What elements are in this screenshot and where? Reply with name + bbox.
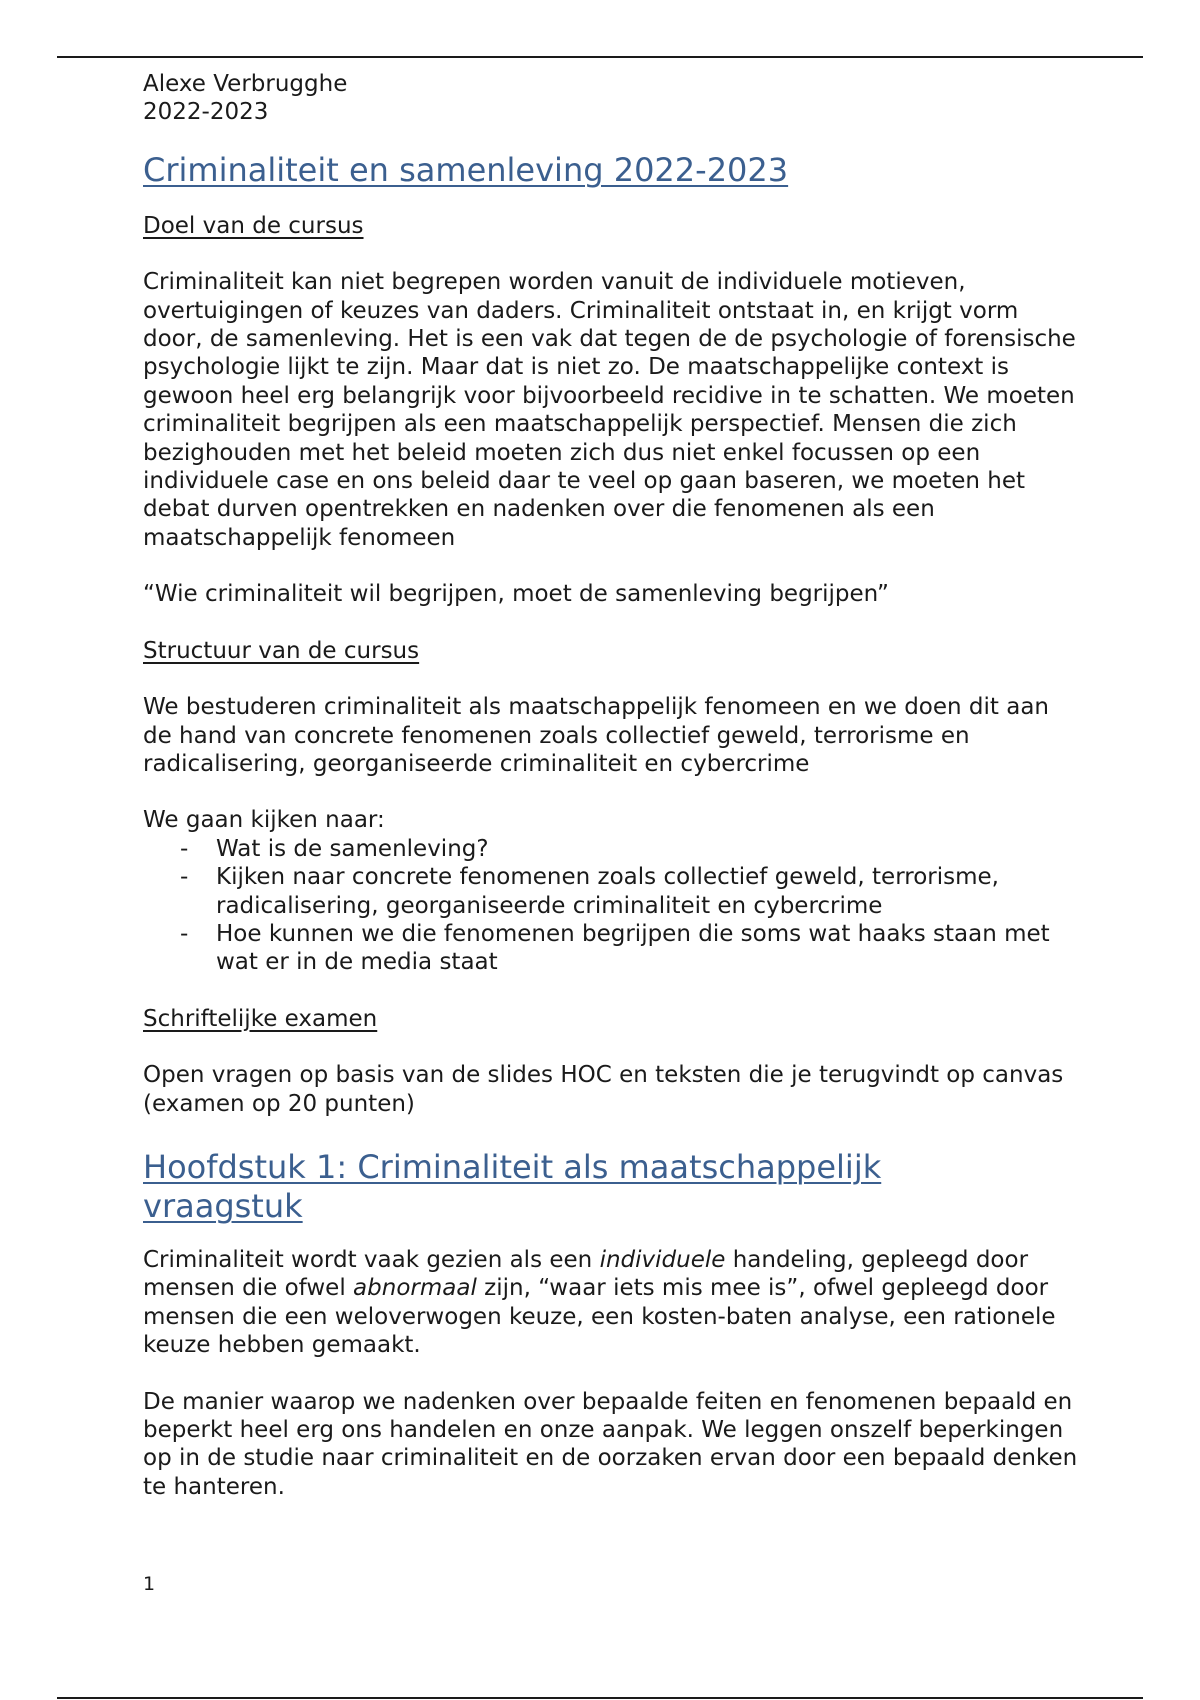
list-intro: We gaan kijken naar: [143, 807, 385, 834]
heading-examen: Schriftelijke examen [143, 1005, 378, 1032]
chapter-paragraph-1 [143, 1246, 1083, 1360]
text-run: zijn, “waar iets mis mee is”, ofwel gepleegd door mensen die een weloverwogen keuze, een kosten-baten analyse, een rationele keuze hebben gemaakt. [143, 1275, 1056, 1359]
page-number: 1 [143, 1573, 156, 1595]
list-item-text: Wat is de samenleving? [216, 835, 489, 862]
dash-bullet: - [180, 835, 189, 862]
quote: “Wie criminaliteit wil begrijpen, moet de samenleving begrijpen” [143, 581, 889, 608]
chapter-title-line1: Hoofdstuk 1: Criminaliteit als maatschappelijk [143, 1147, 882, 1186]
topic-list [143, 835, 1083, 977]
list-item-text: Hoe kunnen we die fenomenen begrijpen die soms wat haaks staan met wat er in de media staat [216, 920, 1050, 976]
chapter-title-line2: vraagstuk [143, 1186, 303, 1225]
author-name: Alexe Verbrugghe [143, 71, 348, 97]
header-rule [57, 56, 1143, 58]
heading-structuur: Structuur van de cursus [143, 637, 420, 664]
chapter-title [143, 1148, 1083, 1226]
list-item [143, 863, 1083, 920]
document-body [143, 70, 1083, 1501]
paragraph-doel: Criminaliteit kan niet begrepen worden vanuit de individuele motieven, overtuigingen of keuzes van daders. Criminaliteit ontstaat in, en krijgt vorm door, de samenleving. Het is een vak dat tegen de de psychologie of forensische psychologie lijkt te zijn. Maar dat is niet zo. De maatschappelijke context is gewoon heel erg belangrijk voor bijvoorbeeld recidive in te schatten. We moeten criminaliteit begrijpen als een maatschappelijk perspectief. Mensen die zich bezighouden met het beleid moeten zich dus niet enkel focussen op een individuele case en ons beleid daar te veel op gaan baseren, we moeten het debat durven opentrekken en nadenken over die fenomenen als een maatschappelijk fenomeen [143, 269, 1076, 551]
heading-doel: Doel van de cursus [143, 212, 364, 239]
dash-bullet: - [180, 920, 189, 947]
footer-rule [57, 1697, 1143, 1699]
paragraph-examen: Open vragen op basis van de slides HOC en teksten die je terugvindt op canvas (examen op 20 punten) [143, 1062, 1064, 1117]
text-run: Criminaliteit wordt vaak gezien als een [143, 1246, 600, 1273]
text-run: handeling, gepleegd door mensen die ofwel [143, 1246, 1029, 1302]
author-block [143, 70, 1083, 127]
list-item-text: Kijken naar concrete fenomenen zoals collectief geweld, terrorisme, radicalisering, georganiseerde criminaliteit en cybercrime [216, 864, 999, 919]
paragraph-structuur: We bestuderen criminaliteit als maatschappelijk fenomeen en we doen dit aan de hand van concrete fenomenen zoals collectief geweld, terrorisme en radicalisering, georganiseerde criminaliteit en cybercrime [143, 694, 1049, 777]
emphasis-abnormaal: abnormaal [353, 1275, 477, 1302]
list-item [143, 835, 1083, 863]
list-item [143, 920, 1083, 977]
academic-year: 2022-2023 [143, 99, 269, 126]
emphasis-individuele: individuele [599, 1246, 726, 1273]
dash-bullet: - [180, 864, 189, 891]
chapter-paragraph-2: De manier waarop we nadenken over bepaalde feiten en fenomenen bepaald en beperkt heel erg ons handelen en onze aanpak. We leggen onszelf beperkingen op in de studie naar criminaliteit en de oorzaken ervan door een bepaald denken te hanteren. [143, 1388, 1078, 1500]
document-title: Criminaliteit en samenleving 2022-2023 [143, 150, 789, 189]
